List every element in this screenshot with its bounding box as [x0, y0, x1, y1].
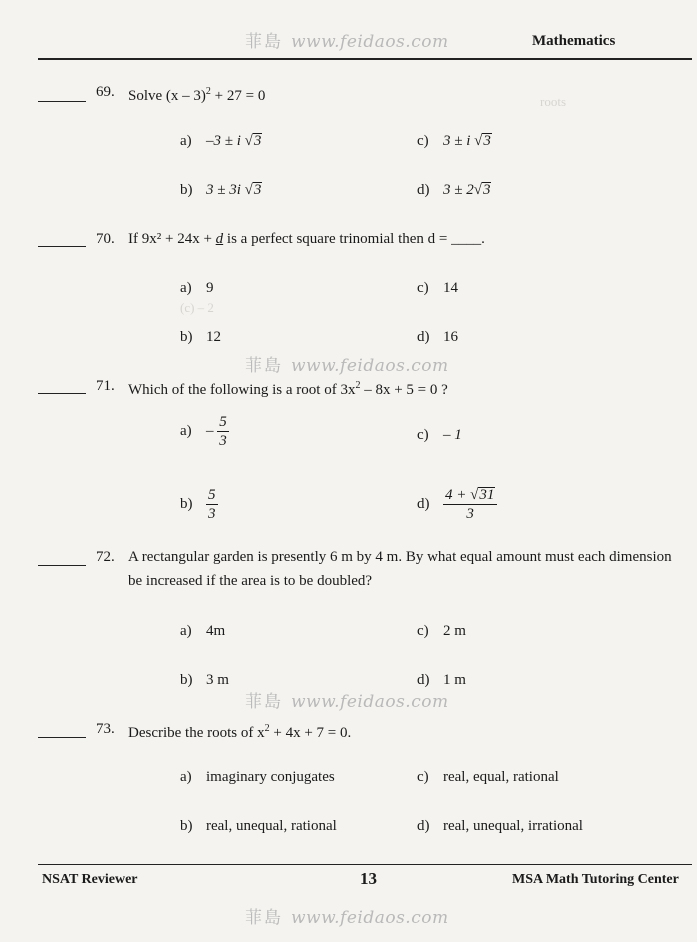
footer-left: NSAT Reviewer [42, 872, 138, 887]
option-a[interactable]: a) – $\frac{5}{3}$ [180, 414, 227, 449]
question-text-line1: A rectangular garden is presently 6 m by 4 m. By what equal amount must each dimension [128, 549, 672, 565]
option-d[interactable]: d) $\frac{4 + √31}{3}$ [417, 486, 497, 523]
question-text-line2: be increased if the area is to be doubled? [128, 573, 373, 589]
answer-blank [38, 246, 86, 247]
footer-rule [38, 864, 692, 865]
bleed-through-text: roots [540, 94, 566, 109]
answer-blank [38, 393, 86, 394]
option-b[interactable]: b) real, unequal, rational [180, 818, 337, 834]
header-rule [38, 58, 692, 60]
answer-blank [38, 101, 86, 102]
option-d[interactable]: d) real, unequal, irrational [417, 818, 583, 834]
question-text: Which of the following is a root of $3x^2 - 8x + 5 = 0$ ? [128, 380, 448, 398]
watermark: 菲島 www.feidaos.com [245, 32, 449, 52]
option-c[interactable]: c) real, equal, rational [417, 769, 559, 785]
bleed-through-text: (c) – 2 [180, 300, 214, 315]
option-b[interactable]: b) 3 m [180, 672, 229, 688]
question-number: 71. [96, 378, 115, 394]
page-number: 13 [360, 869, 377, 888]
answer-blank [38, 737, 86, 738]
question-text: If 9x² + 24x + d is a perfect square trinomial then d = ____. [128, 231, 485, 247]
question-number: 72. [96, 549, 115, 565]
question-number: 73. [96, 721, 115, 737]
option-b[interactable]: b) 3 ± 3i √3 [180, 182, 262, 198]
footer-right: MSA Math Tutoring Center [512, 872, 679, 887]
answer-blank [38, 565, 86, 566]
question-text: Describe the roots of $x^2 + 4x + 7 = 0$. [128, 723, 352, 741]
question-text: Solve (x – 3)$^2$ + 27 = 0 [128, 86, 266, 104]
option-b[interactable]: b) 12 [180, 329, 221, 345]
option-a[interactable]: a) –3 ± i √3 [180, 133, 262, 149]
watermark: 菲島 www.feidaos.com [245, 692, 449, 712]
option-a[interactable]: a) imaginary conjugates [180, 769, 335, 785]
question-number: 69. [96, 84, 115, 100]
option-a[interactable]: a) 4m [180, 623, 226, 639]
option-c[interactable]: c) 14 [417, 280, 458, 296]
option-c[interactable]: c) – 1 [417, 427, 462, 443]
option-d[interactable]: d) 1 m [417, 672, 466, 688]
option-a[interactable]: a) 9 [180, 280, 214, 296]
option-d[interactable]: d) 16 [417, 329, 458, 345]
watermark: 菲島 www.feidaos.com [245, 908, 449, 928]
option-c[interactable]: c) 2 m [417, 623, 466, 639]
option-b[interactable]: b) $\frac{5}{3}$ [180, 487, 216, 522]
question-number: 70. [96, 231, 115, 247]
page-subject: Mathematics [532, 33, 616, 49]
watermark: 菲島 www.feidaos.com [245, 356, 449, 376]
option-d[interactable]: d) 3 ± 2√3 [417, 182, 491, 198]
option-c[interactable]: c) 3 ± i √3 [417, 133, 491, 149]
